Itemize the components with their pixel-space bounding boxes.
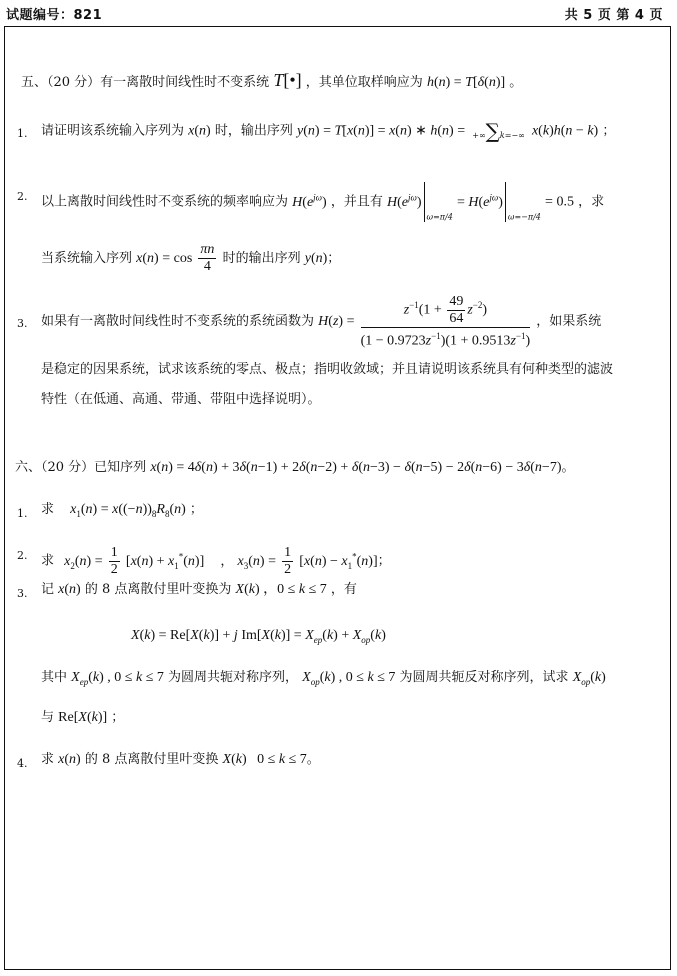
q6-p1-number: 1. <box>17 507 28 520</box>
q5-p3-line3: 特性（在低通、高通、带通、带阻中选择说明）。 <box>41 392 321 407</box>
q5-p2-line2: 当系统输入序列 x(n) = cos $\frac{\pi n}{4}$ 时的输出序列 y(n)； <box>41 242 341 274</box>
q5-title: 五、（20 分）有一离散时间线性时不变系统 T[•] ，其单位取样响应为 h(n) = T[δ(n)] 。 <box>21 70 523 90</box>
q5-p1: 请证明该系统输入序列为 x(n) 时，输出序列 y(n) = T[x(n)] = x(n) ∗ h(n) = +∞∑k=−∞ x(k)h(n − k) ； <box>41 119 616 143</box>
q6-p3-equation: X(k) = Re[X(k)] + j $Im[X(k)] = X_{ep}(k) + X_{op}(k)$ <box>131 628 386 645</box>
q5-p1-number: 1. <box>17 127 28 140</box>
page-frame <box>4 26 671 970</box>
q6-p1: 求 $x_1(n) = x((-n))_8R_8(n)$ ； <box>41 502 203 519</box>
q6-title: 六、（20 分）已知序列 x(n) = 4δ(n) + 3δ(n−1) + 2δ(n−2) + δ(n−3) − δ(n−5) − 2δ(n−6) − 3δ(n−7)。 <box>15 460 575 475</box>
q5-p2-number: 2. <box>17 190 28 203</box>
q5-p2: 以上离散时间线性时不变系统的频率响应为 $H(e^{j\omega})$ ，并且有 $H(e^{j\omega})_{\omega=\pi/4} = H(e^{j\omega})_{\omega=-\pi/4} = 0.5$ ，求 <box>41 175 604 240</box>
q5-p3-line2: 是稳定的因果系统，试求该系统的零点、极点；指明收敛域；并且请说明该系统具有何种类型的滤波 <box>41 362 614 377</box>
q5-p3: 如果有一离散时间线性时不变系统的系统函数为 H(z) = $z^{-1}(1$ + $\frac{49}{64}$ $z^{-2}$) $(1 - 0.9723z^{-1})(1 + 0.9513z^{-1})$ ，如果系统 <box>41 293 602 349</box>
q6-p2: 求 $x_2(n)$ = $\frac{1}{2}$ $[x(n) + x_1^*(n)]$ ， $x_3(n)$ = $\frac{1}{2}$ $[x(n) - x_1^*(n)]$； <box>41 544 391 577</box>
q6-p3: 记 x(n) 的 8 点离散付里叶变换为 X(k) ，0 ≤ k ≤ 7 ，有 <box>41 582 357 597</box>
page-counter: 共 5 页 第 4 页 <box>564 8 663 23</box>
q6-p3-line3: 其中 $X_{ep}(k)$ , 0 ≤ k ≤ 7 为圆周共轭对称序列， $X_{op}(k)$ , 0 ≤ k ≤ 7 为圆周共轭反对称序列，试求 $X_{op}(k)$ <box>41 670 606 687</box>
q6-p4: 求 x(n) 的 8 点离散付里叶变换 X(k) 0 ≤ k ≤ 7。 <box>41 752 320 767</box>
q6-p3-number: 3. <box>17 587 28 600</box>
exam-code: 试题编号：821 <box>6 8 103 23</box>
q6-p2-number: 2. <box>17 549 28 562</box>
q6-p3-line4: 与 Re[X(k)] ； <box>41 710 125 725</box>
q6-p4-number: 4. <box>17 757 28 770</box>
q5-p3-number: 3. <box>17 317 28 330</box>
